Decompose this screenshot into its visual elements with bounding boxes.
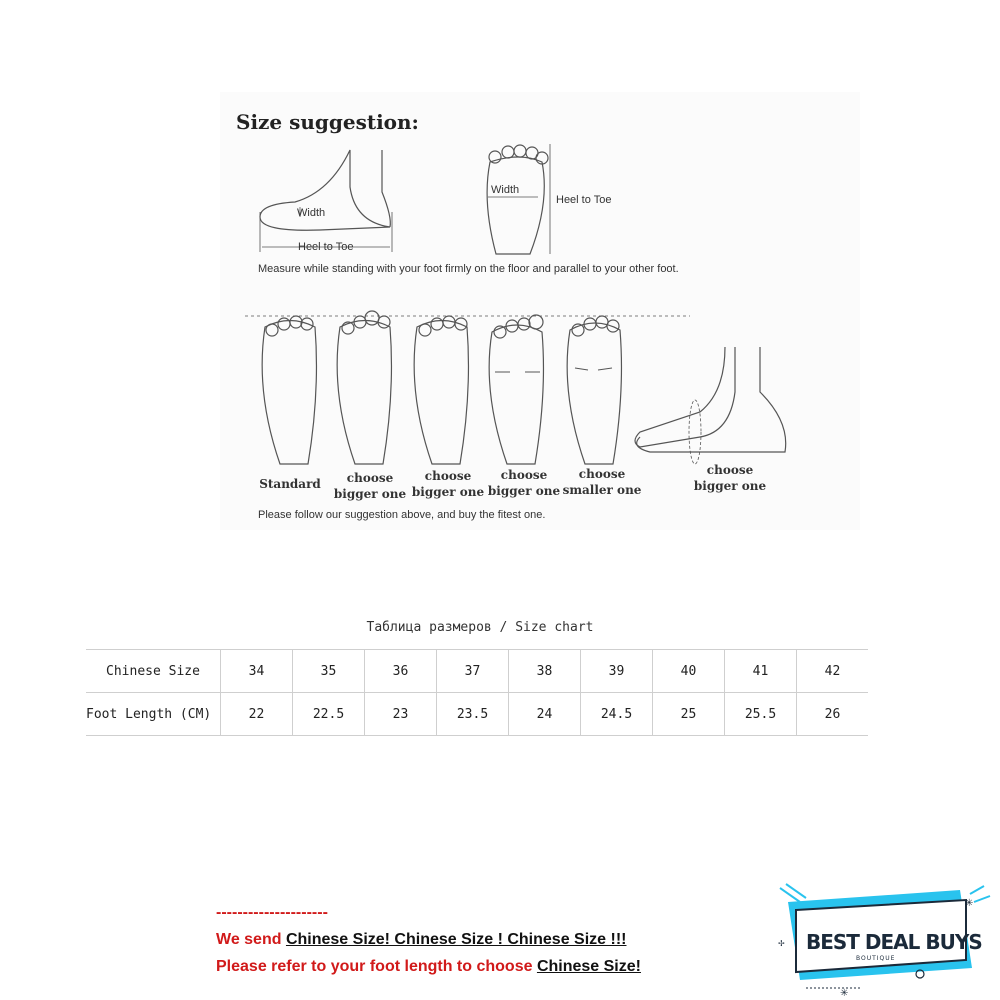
foot-label-3: choose bigger one <box>411 469 485 499</box>
width-label-sole: Width <box>491 184 520 196</box>
size-chart-table <box>86 649 868 736</box>
sole-4 <box>489 315 543 464</box>
foot-label-4: choose bigger one <box>487 468 561 498</box>
row-label-foot-length: Foot Length (CM) <box>86 693 221 736</box>
sole-outline <box>487 157 544 254</box>
heel-to-toe-label-side: Heel to Toe <box>298 241 354 253</box>
svg-text:✢: ✢ <box>778 939 785 948</box>
size-cell: 37 <box>437 650 509 693</box>
foot-label-6: choose bigger one <box>693 463 767 493</box>
length-cell: 24.5 <box>581 693 653 736</box>
size-cell: 38 <box>509 650 581 693</box>
logo-brand-text: BEST DEAL BUYS <box>806 930 982 954</box>
size-cell: 42 <box>797 650 869 693</box>
length-cell: 22 <box>221 693 293 736</box>
table-row-foot-length <box>86 693 868 736</box>
sole-3 <box>414 316 468 464</box>
follow-note: Please follow our suggestion above, and buy the fitest one. <box>258 509 546 521</box>
logo-sub-text: BOUTIQUE <box>856 955 896 962</box>
notice-chinese-size-emphasis: Chinese Size! Chinese Size ! Chinese Size !!! <box>285 931 627 948</box>
sole-2 <box>337 311 391 464</box>
size-cell: 34 <box>221 650 293 693</box>
notice-line-we-send: We send Chinese Size! Chinese Size ! Chinese Size !!! <box>216 931 627 948</box>
length-cell: 23 <box>365 693 437 736</box>
side-foot-2 <box>635 347 786 464</box>
size-cell: 35 <box>293 650 365 693</box>
length-cell: 24 <box>509 693 581 736</box>
width-label-side: Width <box>297 207 326 219</box>
size-cell: 41 <box>725 650 797 693</box>
foot-label-2: choose bigger one <box>333 471 407 501</box>
measure-note: Measure while standing with your foot firmly on the floor and parallel to your other foot. <box>258 263 679 275</box>
foot-label-5: choose smaller one <box>562 467 642 497</box>
length-cell: 25.5 <box>725 693 797 736</box>
length-cell: 22.5 <box>293 693 365 736</box>
size-cell: 39 <box>581 650 653 693</box>
notice-dashes: --------------------- <box>216 904 328 921</box>
sole-standard <box>262 316 316 464</box>
svg-text:✳: ✳ <box>840 988 849 999</box>
length-cell: 23.5 <box>437 693 509 736</box>
foot-label-standard: Standard <box>259 477 321 491</box>
sole-5 <box>567 316 621 464</box>
length-cell: 26 <box>797 693 869 736</box>
size-cell: 40 <box>653 650 725 693</box>
heel-to-toe-label-sole: Heel to Toe <box>556 194 612 206</box>
notice-chinese-size-link: Chinese Size! <box>536 958 641 975</box>
row-label-chinese-size: Chinese Size <box>86 650 221 693</box>
size-chart-title: Таблица размеров / Size chart <box>366 620 594 635</box>
table-row-chinese-size <box>86 650 868 693</box>
notice-line-refer: Please refer to your foot length to choose Chinese Size! <box>216 958 641 975</box>
svg-text:✳: ✳ <box>965 898 974 909</box>
length-cell: 25 <box>653 693 725 736</box>
size-cell: 36 <box>365 650 437 693</box>
guide-title: Size suggestion: <box>236 110 419 134</box>
